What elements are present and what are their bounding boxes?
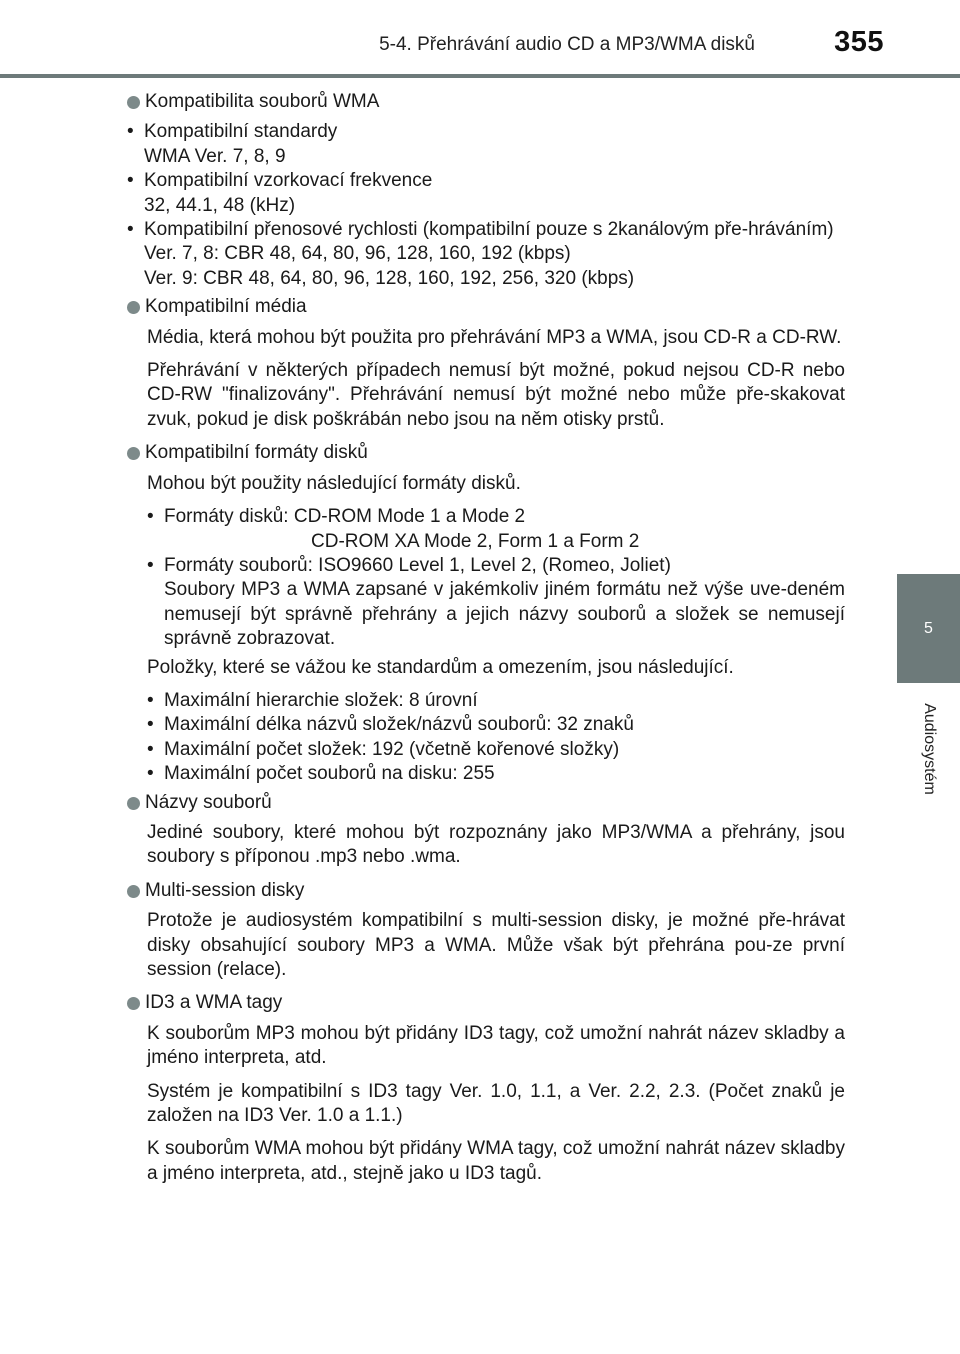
paragraph: Protože je audiosystém kompatibilní s multi-session disky, je možné pře-hrávat disky obsahující soubory MP3 a WMA. Může však být přehrána pou-ze první session (relace). — [147, 910, 845, 980]
paragraph: Přehrávání v některých případech nemusí být možné, pokud nejsou CD-R nebo CD-RW "finalizovány". Přehrávání nemusí být možné nebo může pře-skakovat zvuk, pokud je disk poškrábán nebo jsou na něm otisky prstů. — [147, 360, 845, 430]
paragraph: K souborům MP3 mohou být přidány ID3 tagy, což umožní nahrát název skladby a jméno interpreta, atd. — [147, 1022, 845, 1069]
list-item — [147, 713, 845, 737]
list-item-value: CD-ROM XA Mode 2, Form 1 a Form 2 — [311, 530, 640, 552]
section-heading-text: Kompatibilní média — [145, 296, 307, 318]
section-id3-wma-tags — [127, 991, 845, 1186]
section-file-names — [127, 791, 845, 870]
page-content — [127, 90, 845, 1195]
list-item-text: Maximální délka názvů složek/názvů souborů: 32 znaků — [164, 714, 634, 736]
list-item — [147, 505, 845, 554]
paragraph: Jediné soubory, které mohou být rozpoznány jako MP3/WMA a přehrány, jsou soubory s příponou .mp3 nebo .wma. — [147, 821, 845, 868]
list-item — [147, 554, 845, 652]
list-item-text: Maximální hierarchie složek: 8 úrovní — [164, 689, 478, 711]
bullet-mark: • — [147, 763, 154, 785]
chapter-number: 5 — [924, 620, 933, 637]
chapter-label: Audiosystém — [921, 703, 938, 795]
section-heading — [127, 295, 845, 319]
list-item — [147, 689, 845, 713]
section-heading — [127, 991, 845, 1015]
bullet-dot-icon — [127, 797, 140, 810]
list-item — [127, 169, 845, 218]
list-item-label: Kompatibilní standardy — [144, 121, 338, 143]
section-heading-text: Multi-session disky — [145, 879, 305, 901]
bullet-dot-icon — [127, 301, 140, 314]
bullet-mark: • — [147, 554, 154, 576]
list-item-label: Formáty souborů: ISO9660 Level 1, Level 2, (Romeo, Joliet) — [164, 554, 671, 576]
list-item — [147, 762, 845, 786]
section-compatible-media — [127, 295, 845, 432]
bullet-mark: • — [127, 219, 134, 241]
bullet-mark: • — [127, 170, 134, 192]
section-title: 5-4. Přehrávání audio CD a MP3/WMA disků — [379, 34, 755, 55]
section-heading-text: Kompatibilita souborů WMA — [145, 91, 380, 112]
section-heading — [127, 879, 845, 903]
paragraph: Položky, které se vážou ke standardům a omezením, jsou následující. — [147, 656, 734, 678]
list-item-label: Kompatibilní přenosové rychlosti (kompatibilní pouze s 2kanálovým pře-hráváním) — [144, 219, 834, 241]
bullet-list — [147, 505, 845, 651]
bullet-dot-icon — [127, 997, 140, 1010]
paragraph: Systém je kompatibilní s ID3 tagy Ver. 1.0, 1.1, a Ver. 2.2, 2.3. (Počet znaků je založen na ID3 Ver. 1.0 a 1.1.) — [147, 1080, 845, 1127]
paragraph: K souborům WMA mohou být přidány WMA tagy, což umožní nahrát název skladby a jméno interpreta, atd., stejně jako u ID3 tagů. — [147, 1138, 845, 1184]
list-item — [127, 120, 845, 169]
bullet-list — [147, 689, 845, 787]
bullet-mark: • — [147, 738, 154, 760]
section-wma-compat — [127, 90, 845, 291]
list-item-value: WMA Ver. 7, 8, 9 — [144, 145, 286, 167]
section-heading-text: ID3 a WMA tagy — [145, 992, 283, 1014]
paragraph: Mohou být použity následující formáty disků. — [147, 472, 521, 494]
chapter-tab — [897, 574, 960, 683]
list-item-value: 32, 44.1, 48 (kHz) — [144, 194, 296, 216]
section-heading-text: Kompatibilní formáty disků — [145, 442, 368, 464]
list-item — [147, 738, 845, 762]
bullet-dot-icon — [127, 447, 140, 460]
bullet-mark: • — [147, 506, 154, 528]
list-item-text: Maximální počet složek: 192 (včetně kořenové složky) — [164, 738, 620, 760]
header-rule — [0, 74, 960, 78]
paragraph: Média, která mohou být použita pro přehrávání MP3 a WMA, jsou CD-R a CD-RW. — [147, 326, 842, 348]
section-multisession — [127, 879, 845, 983]
page-header — [0, 0, 960, 80]
section-disc-formats — [127, 441, 845, 786]
section-heading — [127, 441, 845, 465]
bullet-mark: • — [147, 714, 154, 736]
list-item-text: Maximální počet souborů na disku: 255 — [164, 763, 495, 785]
bullet-mark: • — [127, 121, 134, 143]
page-number: 355 — [834, 26, 884, 58]
bullet-list — [127, 120, 845, 291]
section-heading — [127, 90, 845, 114]
bullet-dot-icon — [127, 885, 140, 898]
section-heading-text: Názvy souborů — [145, 791, 272, 813]
bullet-mark: • — [147, 689, 154, 711]
bullet-dot-icon — [127, 96, 140, 109]
list-item-value: Ver. 9: CBR 48, 64, 80, 96, 128, 160, 192, 256, 320 (kbps) — [144, 267, 635, 289]
list-item-label: Kompatibilní vzorkovací frekvence — [144, 170, 433, 192]
list-item-value: Soubory MP3 a WMA zapsané v jakémkoliv jiném formátu než výše uve-deném nemusejí být správně přehrány a jejich názvy souborů a složek se nemusejí správně zobrazovat. — [164, 579, 845, 650]
list-item-label: Formáty disků: CD-ROM Mode 1 a Mode 2 — [164, 506, 526, 528]
list-item — [127, 218, 845, 291]
section-heading — [127, 791, 845, 815]
list-item-value: Ver. 7, 8: CBR 48, 64, 80, 96, 128, 160, 192 (kbps) — [144, 243, 571, 265]
